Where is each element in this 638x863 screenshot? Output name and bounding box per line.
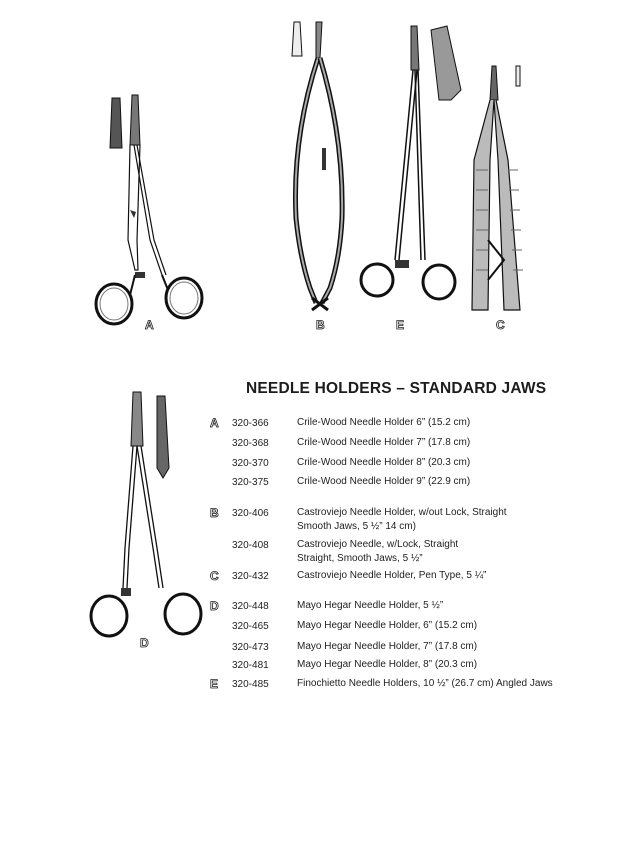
catalog-code: 320-368 [232, 438, 269, 449]
catalog-code: 320-406 [232, 508, 269, 519]
description-line: Finochietto Needle Holders, 10 ½” (26.7 cm) Angled Jaws [297, 678, 553, 689]
catalog-description [297, 640, 477, 654]
catalog-code: 320-432 [232, 571, 269, 582]
catalog-code: 320-370 [232, 458, 269, 469]
catalog-code: 320-448 [232, 601, 269, 612]
catalog-description [297, 619, 477, 633]
catalog-description [297, 658, 477, 672]
needle-holder-a-illustration [90, 90, 220, 335]
description-line: Crile-Wood Needle Holder 6” (15.2 cm) [297, 417, 471, 428]
catalog-code: 320-408 [232, 540, 269, 551]
description-line: Mayo Hegar Needle Holder, 8” (20.3 cm) [297, 659, 478, 670]
catalog-description [297, 599, 443, 613]
description-line: Smooth Jaws, 5 ½” 14 cm) [297, 521, 416, 532]
figure-label-c: C [496, 318, 505, 332]
needle-holder-d-illustration [85, 388, 210, 648]
figure-label-a: A [145, 318, 154, 332]
description-line: Crile-Wood Needle Holder 7” (17.8 cm) [297, 437, 471, 448]
group-letter: A [210, 416, 219, 430]
catalog-description [297, 569, 486, 583]
catalog-code: 320-375 [232, 477, 269, 488]
catalog-code: 320-366 [232, 418, 269, 429]
catalog-code: 320-485 [232, 679, 269, 690]
group-letter: B [210, 506, 219, 520]
needle-holder-e-illustration [355, 20, 470, 305]
catalog-description [297, 677, 553, 691]
description-line: Crile-Wood Needle Holder 8” (20.3 cm) [297, 457, 471, 468]
catalog-code: 320-465 [232, 621, 269, 632]
description-line: Castroviejo Needle, w/Lock, Straight [297, 539, 459, 550]
section-heading: NEEDLE HOLDERS – STANDARD JAWS [246, 380, 547, 397]
catalog-description [297, 475, 470, 489]
figure-label-b: B [316, 318, 325, 332]
group-letter: D [210, 599, 219, 613]
description-line: Mayo Hegar Needle Holder, 5 ½” [297, 600, 444, 611]
catalog-description [297, 456, 470, 470]
catalog-description [297, 538, 458, 566]
description-line: Mayo Hegar Needle Holder, 7” (17.8 cm) [297, 641, 478, 652]
description-line: Mayo Hegar Needle Holder, 6” (15.2 cm) [297, 620, 478, 631]
description-line: Crile-Wood Needle Holder 9” (22.9 cm) [297, 476, 471, 487]
catalog-code: 320-473 [232, 642, 269, 653]
group-letter: E [210, 677, 219, 691]
description-line: Castroviejo Needle Holder, w/out Lock, Straight [297, 507, 507, 518]
description-line: Castroviejo Needle Holder, Pen Type, 5 ¼” [297, 570, 487, 581]
catalog-description [297, 506, 507, 534]
figure-label-d: D [140, 636, 149, 650]
needle-holder-c-illustration [468, 60, 533, 318]
figure-label-e: E [396, 318, 405, 332]
needle-holder-b-illustration [282, 18, 352, 313]
description-line: Straight, Smooth Jaws, 5 ½” [297, 553, 423, 564]
catalog-description [297, 416, 470, 430]
catalog-description [297, 436, 470, 450]
group-letter: C [210, 569, 219, 583]
catalog-code: 320-481 [232, 660, 269, 671]
